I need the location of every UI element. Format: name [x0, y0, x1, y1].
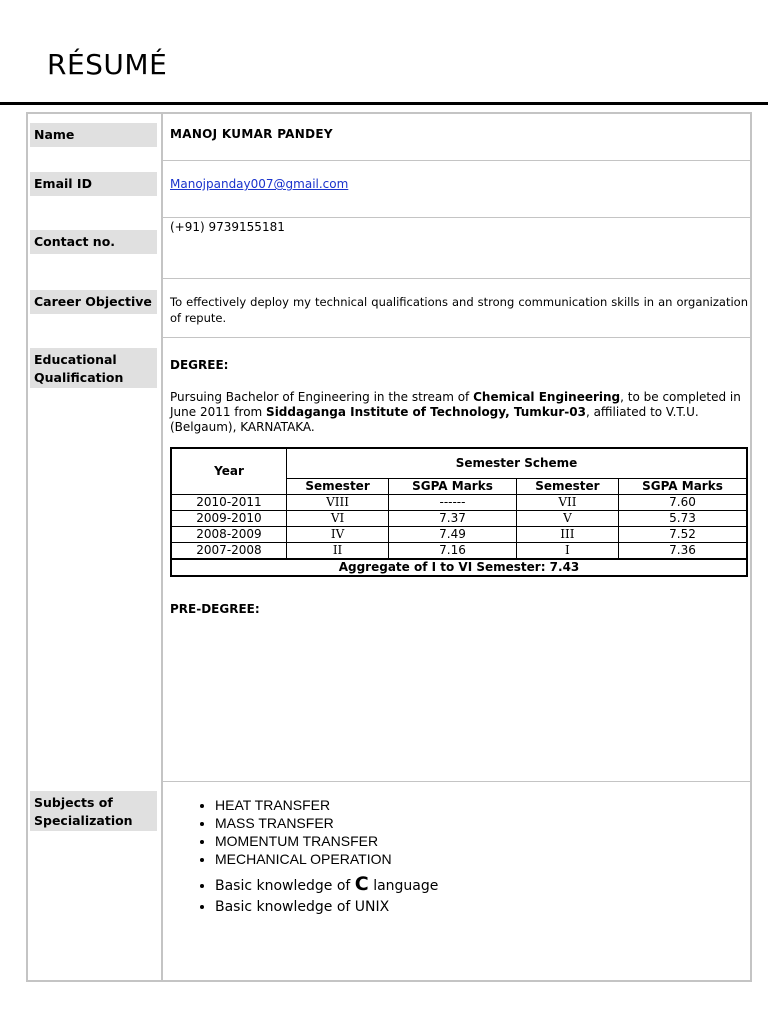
- label-email: Email ID: [30, 172, 157, 196]
- sgpa-cell: 7.16: [389, 543, 517, 560]
- name-value: MANOJ KUMAR PANDEY: [170, 127, 333, 141]
- degree-heading: DEGREE:: [170, 358, 229, 372]
- degree-stream: Chemical Engineering: [473, 390, 621, 404]
- table-row: [171, 527, 747, 543]
- skill-c-letter: C: [354, 873, 369, 895]
- page-title: RÉSUMÉ: [47, 48, 168, 81]
- degree-description: [170, 390, 748, 435]
- header-semester-scheme: Semester Scheme: [287, 448, 748, 479]
- row-divider: [163, 278, 752, 279]
- sgpa-cell: 5.73: [618, 511, 747, 527]
- semester-cell: III: [516, 527, 618, 543]
- contact-value: (+91) 9739155181: [170, 220, 285, 234]
- semester-cell: V: [516, 511, 618, 527]
- label-contact: Contact no.: [30, 230, 157, 254]
- semester-cell: IV: [287, 527, 389, 543]
- semester-cell: II: [287, 543, 389, 560]
- label-line: Specialization: [34, 813, 133, 828]
- year-cell: 2010-2011: [171, 495, 287, 511]
- sgpa-cell: 7.49: [389, 527, 517, 543]
- table-row: [171, 543, 747, 560]
- semester-cell: VII: [516, 495, 618, 511]
- skills-list: [191, 874, 438, 918]
- table-row: [171, 495, 747, 511]
- list-item: [215, 874, 438, 897]
- header-sgpa: SGPA Marks: [618, 479, 747, 495]
- list-item: • Basic knowledge of UNIX: [215, 897, 438, 918]
- list-item: • MOMENTUM TRANSFER: [215, 832, 392, 850]
- email-link[interactable]: Manojpanday007@gmail.com: [170, 177, 349, 191]
- skill-text: Basic knowledge of: [215, 878, 355, 894]
- skill-text: language: [368, 878, 439, 894]
- label-educational-qualification: [30, 348, 157, 388]
- sgpa-cell: 7.60: [618, 495, 747, 511]
- sgpa-cell: 7.37: [389, 511, 517, 527]
- degree-text: Pursuing Bachelor of Engineering in the stream of: [170, 390, 474, 404]
- year-cell: 2009-2010: [171, 511, 287, 527]
- aggregate-row: [171, 559, 747, 576]
- label-line: Educational: [34, 352, 117, 367]
- label-name: Name: [30, 123, 157, 147]
- label-line: Subjects of: [34, 795, 113, 810]
- degree-institute: Siddaganga Institute of Technology, Tumkur-03: [266, 405, 586, 419]
- row-divider: [163, 217, 752, 218]
- aggregate-cell: Aggregate of I to VI Semester: 7.43: [171, 559, 747, 576]
- column-divider: [161, 112, 163, 982]
- row-divider: [163, 160, 752, 161]
- header-year: Year: [171, 448, 287, 495]
- list-item: • HEAT TRANSFER: [215, 796, 392, 814]
- sgpa-cell: 7.52: [618, 527, 747, 543]
- list-item: • MASS TRANSFER: [215, 814, 392, 832]
- sgpa-cell: 7.36: [618, 543, 747, 560]
- semester-cell: VI: [287, 511, 389, 527]
- label-line: Qualification: [34, 370, 124, 385]
- semester-table: [170, 447, 748, 577]
- sgpa-cell: ------: [389, 495, 517, 511]
- label-subjects-of-specialization: [30, 791, 157, 831]
- title-divider: [0, 102, 768, 105]
- semester-cell: I: [516, 543, 618, 560]
- header-semester: Semester: [516, 479, 618, 495]
- header-semester: Semester: [287, 479, 389, 495]
- email-value: [170, 177, 348, 191]
- degree-text: , to be completed in June 2011 from: [170, 390, 741, 419]
- pre-degree-heading: PRE-DEGREE:: [170, 602, 260, 616]
- row-divider: [163, 781, 752, 782]
- career-objective-text: To effectively deploy my technical qualifications and strong communication skills in an organization of repute.: [170, 295, 748, 325]
- subjects-list: [191, 796, 392, 868]
- year-cell: 2008-2009: [171, 527, 287, 543]
- row-divider: [163, 337, 752, 338]
- degree-text: , affiliated to V.T.U.(Belgaum), KARNATAKA.: [170, 405, 699, 434]
- header-sgpa: SGPA Marks: [389, 479, 517, 495]
- list-item: • MECHANICAL OPERATION: [215, 850, 392, 868]
- label-career-objective: Career Objective: [30, 290, 157, 314]
- year-cell: 2007-2008: [171, 543, 287, 560]
- table-row: [171, 511, 747, 527]
- semester-cell: VIII: [287, 495, 389, 511]
